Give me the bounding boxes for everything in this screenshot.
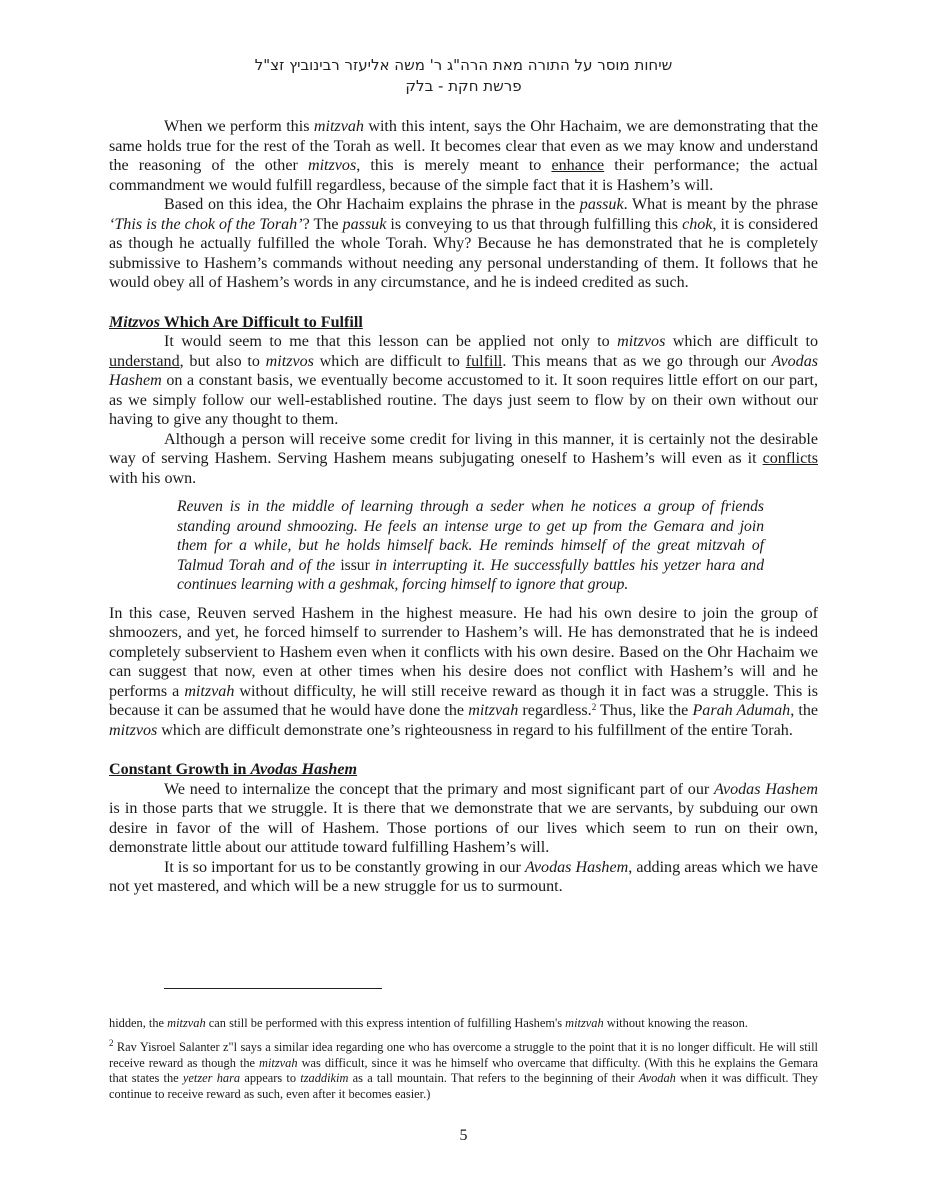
text-run: Rav Yisroel Salanter z"l says a similar idea regarding one who has overcome a struggle to the point that it is no longer difficult. He will still receive reward as though the (109, 1039, 818, 1070)
paragraph (109, 858, 818, 897)
text-run: was difficult, since it was he himself who overcame that difficulty. (With this he explains the Gemara that states the (109, 1055, 818, 1086)
text-run: when it was difficult. They continue to receive reward as such, even after it becomes easier.) (109, 1071, 818, 1102)
italic-text: mitzvah (565, 1016, 604, 1030)
text-run: Constant Growth in (109, 761, 251, 778)
italic-text: Avodas Hashem (109, 352, 819, 389)
italic-text: mitzvah (313, 118, 364, 135)
italic-text: mitzvah (259, 1055, 298, 1070)
underlined-text: understand (109, 352, 180, 370)
text-run: appears to (240, 1071, 301, 1086)
italic-text: Avodas Hashem (524, 858, 629, 876)
header-title-line: שיחות מוסר על התורה מאת הרה"ג ר' משה אליעזר רבינוביץ זצ"ל (254, 56, 673, 74)
text-run: Thus, like the (596, 702, 693, 719)
text-run: When we perform this (164, 118, 314, 135)
text-run: We need to internalize the concept that the primary and most significant part of our (164, 780, 714, 798)
paragraph (109, 430, 818, 489)
italic-text: chok (682, 215, 713, 233)
text-run: their performance; the actual commandment we would fulfill regardless, because of the simple fact that it is Hashem’s will. (109, 157, 819, 194)
italic-text: mitzvos (617, 333, 666, 350)
text-run: . What is meant by the phrase (623, 196, 818, 213)
underlined-text: conflicts (762, 450, 818, 467)
text-run: without difficulty, he will still receive reward as though it in fact was a struggle. This is because it can be assumed that he would have done the (109, 682, 818, 719)
italic-text: yetzer hara (182, 1071, 241, 1086)
text-run: , but also to (179, 352, 266, 370)
text-run: ? The (302, 215, 343, 233)
paragraph (109, 332, 818, 430)
main-text (109, 117, 818, 897)
text-run: Although a person will receive some credit for living in this manner, it is certainly not the desirable way of serving Hashem. Serving Hashem means subjugating oneself to Hashem’s will even as it (109, 430, 818, 467)
italic-text: Parah Adumah (692, 702, 791, 719)
text-run: can still be performed with this express intention of fulfilling Hashem's (205, 1016, 566, 1030)
text-run: in interrupting it. He successfully battles his yetzer hara and continues learning with a geshmak, forcing himself to ignore that group. (177, 556, 764, 593)
text-run: regardless. (518, 702, 592, 719)
text-run: It is so important for us to be constantly growing in our (164, 858, 525, 876)
italic-text: mitzvos (265, 352, 314, 370)
italic-text: mitzvah (468, 702, 519, 719)
paragraph (109, 604, 818, 741)
example-blockquote (177, 497, 764, 595)
italic-text: tzaddikim (300, 1071, 349, 1086)
footnote-marker: 2 (591, 702, 597, 712)
italic-text: passuk (342, 215, 387, 233)
italic-text: Avodas Hashem (250, 761, 358, 778)
italic-text: Avodah (638, 1071, 676, 1086)
italic-text: passuk (579, 196, 624, 213)
page-number: 5 (459, 1127, 468, 1144)
text-run: which are difficult to (665, 333, 818, 350)
text-run: with this intent, says the Ohr Hachaim, we are demonstrating that the same holds true for the rest of the Torah as well. It becomes clear that even as we may know and understand the reasoning of the other (109, 118, 818, 174)
underlined-text: fulfill (465, 352, 503, 370)
italic-text: Avodas Hashem (714, 780, 818, 798)
text-run: is in those parts that we struggle. It is there that we demonstrate that we are servants, by subduing our own desire in favor of the will of Hashem. Those portions of our lives which seem to run on their own, demonstrate little about our attitude toward fulfilling Hashem’s will. (109, 800, 818, 856)
header-parsha-line: פרשת חקת - בלק (405, 77, 522, 95)
italic-text: mitzvos (307, 157, 357, 174)
running-header (0, 55, 927, 97)
text-run: with his own. (109, 469, 197, 487)
text-run: It would seem to me that this lesson can be applied not only to (164, 333, 618, 350)
footnotes (109, 1016, 818, 1111)
text-run: , adding areas which we have not yet mastered, and which will be a new struggle for us to surmount. (109, 858, 818, 895)
upright-text: issur (340, 556, 370, 574)
paragraph (109, 117, 818, 195)
text-run: which are difficult demonstrate one’s righteousness in regard to his fulfillment of the entire Torah. (157, 721, 793, 739)
footnote-marker: 2 (109, 1037, 114, 1048)
footnote (109, 1016, 818, 1032)
paragraph (109, 195, 818, 293)
text-run: Based on this idea, the Ohr Hachaim explains the phrase in the (164, 196, 580, 213)
section-heading (109, 760, 818, 780)
text-run: , this is merely meant to (356, 157, 552, 174)
italic-text: mitzvos (109, 721, 158, 739)
text-run: , it is considered as though he actually fulfilled the whole Torah. Why? Because he has demonstrated that he is completely submissive to Hashem’s commands without needing any personal understanding of them. It follows that he would obey all of Hashem’s words in any circumstance, and he is indeed credited as such. (109, 215, 819, 291)
text-run: on a constant basis, we eventually become accustomed to it. It soon requires little effort on our part, as we simply follow our well-established routine. The days just seem to flow by on their own without our having to give any thought to them. (109, 372, 818, 428)
text-run: without knowing the reason. (603, 1016, 748, 1030)
text-run: Reuven is in the middle of learning through a seder when he notices a group of friends standing around shmoozing. He feels an intense urge to get up from the Gemara and join them for a while, but he holds himself back. He reminds himself of the great mitzvah of Talmud Torah and of the (177, 498, 764, 574)
text-run: Which Are Difficult to Fulfill (159, 313, 363, 331)
italic-text: Mitzvos (109, 313, 160, 331)
section-heading (109, 313, 818, 333)
underlined-text: enhance (551, 157, 605, 174)
italic-text: mitzvah (184, 682, 235, 700)
text-run: is conveying to us that through fulfilling this (386, 215, 683, 233)
text-run: , the (790, 702, 819, 719)
footnote-separator (164, 988, 382, 989)
italic-text: mitzvah (167, 1016, 206, 1030)
text-run: as a tall mountain. That refers to the beginning of their (348, 1071, 639, 1086)
text-run: . This means that as we go through our (502, 352, 772, 370)
text-run: In this case, Reuven served Hashem in the highest measure. He had his own desire to join the group of shmoozers, and yet, he forced himself to surrender to Hashem’s will. He has demonstrated that he is indeed completely subservient to Hashem even when it conflicts with his own desire. Based on the Ohr Hachaim we can suggest that now, even at other times when his desire does not conflict with Hashem’s will and he performs a (109, 604, 818, 700)
paragraph (109, 780, 818, 858)
text-run: which are difficult to (313, 352, 466, 370)
italic-text: ‘This is the chok of the Torah’ (109, 215, 303, 233)
text-run: hidden, the (109, 1016, 168, 1030)
footnote (109, 1037, 818, 1103)
